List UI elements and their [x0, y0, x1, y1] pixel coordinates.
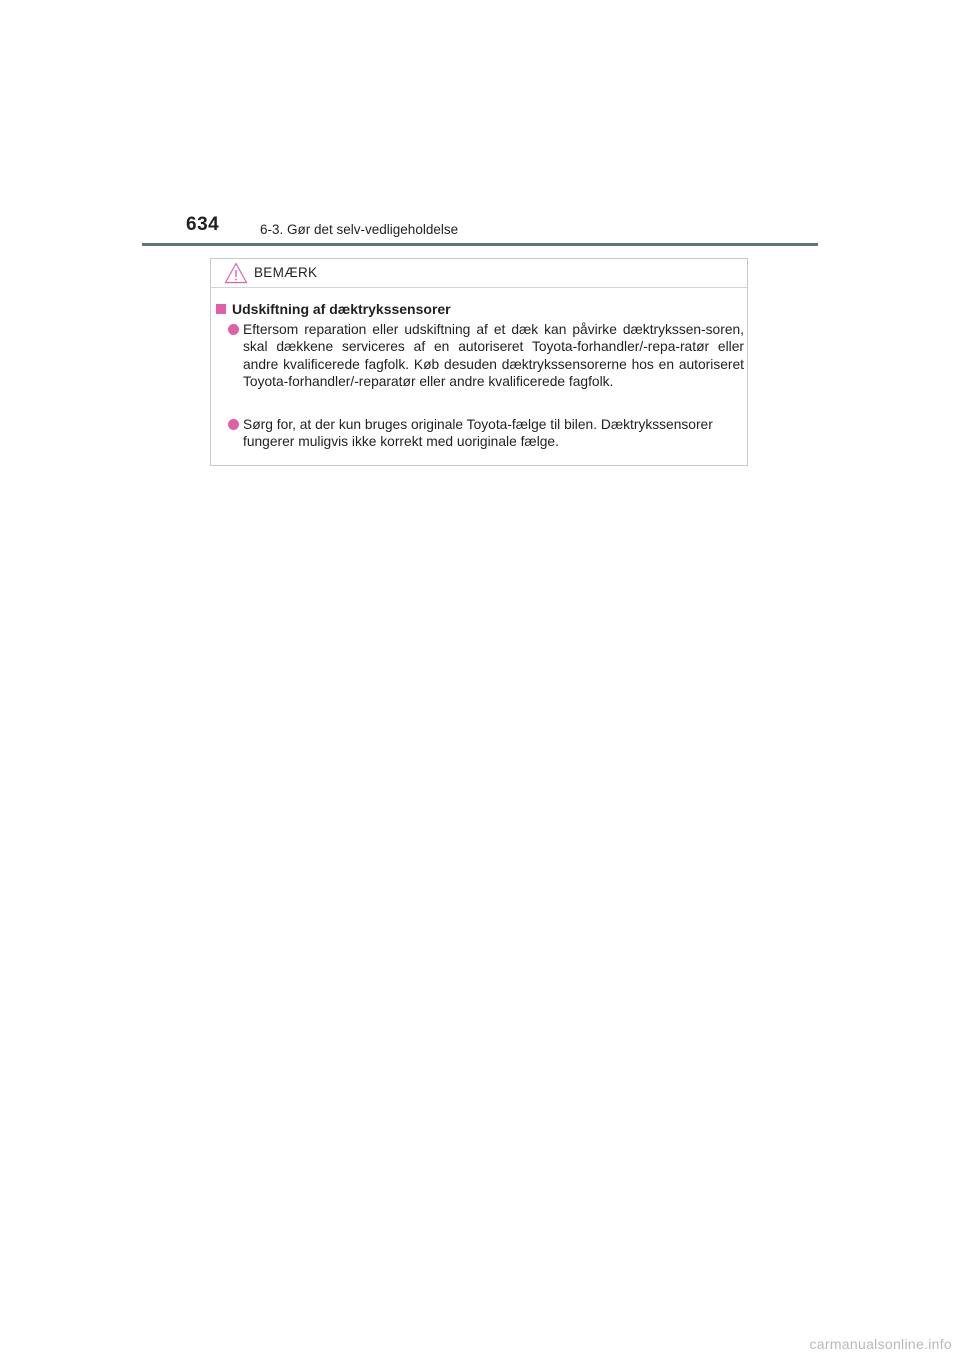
warning-triangle-icon — [224, 262, 248, 284]
watermark: carmanualsonline.info — [809, 1336, 952, 1352]
list-item-text: Eftersom reparation eller udskiftning af et dæk kan påvirke dæktrykssen-soren, skal dækkene serviceres af en autoriseret Toyota-forhandler/-repa-ratør eller andre kvalificerede fagfolk. Køb desuden dæktrykssensorerne hos en autoriseret Toyota-forhandler/-reparatør eller andre kvalificerede fagfolk. — [243, 322, 744, 390]
notice-header — [211, 259, 747, 288]
section-title: 6-3. Gør det selv-vedligeholdelse — [260, 222, 459, 237]
page-header — [0, 0, 960, 250]
page-number: 634 — [186, 214, 220, 235]
notice-box — [210, 258, 748, 466]
list-item — [228, 321, 744, 391]
list-item-text: Sørg for, at der kun bruges originale Toyota-fælge til bilen. Dæktrykssensorer fungerer muligvis ikke korrekt med uoriginale fælge. — [243, 417, 713, 450]
square-bullet-icon — [216, 304, 226, 314]
bullet-dot-icon — [228, 324, 239, 335]
list-item — [228, 416, 744, 451]
header-divider — [142, 243, 818, 246]
notice-title: BEMÆRK — [254, 265, 318, 280]
notice-topic — [216, 301, 451, 317]
topic-label: Udskiftning af dæktrykssensorer — [232, 301, 451, 317]
bullet-dot-icon — [228, 419, 239, 430]
